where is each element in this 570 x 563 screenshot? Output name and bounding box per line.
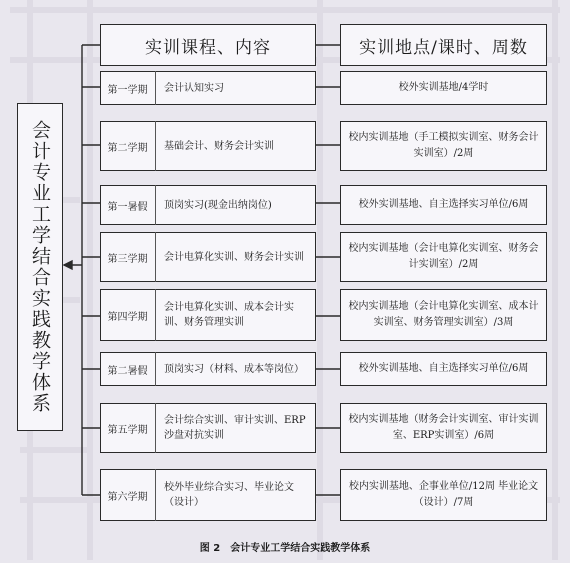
courses-header-label: 实训课程、内容 <box>145 37 271 58</box>
term-label: 第三学期 <box>100 232 156 282</box>
location-text: 校内实训基地（会计电算化实训室、成本计实训室、财务管理实训室）/3周 <box>348 301 539 328</box>
location-text: 校内实训基地（会计电算化实训室、财务会计实训室）/2周 <box>348 243 539 270</box>
term-label: 第一暑假 <box>100 185 156 225</box>
location-text: 校外实训基地/4学时 <box>398 82 489 93</box>
term-label: 第五学期 <box>100 403 156 453</box>
figure-caption: 图 2 会计专业工学结合实践教学体系 <box>199 543 371 554</box>
course-text: 校外毕业综合实习、毕业论文（设计） <box>164 482 294 508</box>
location-text: 校外实训基地、自主选择实习单位/6周 <box>358 199 529 210</box>
location-text: 校内实训基地、企事业单位/12周 毕业论文（设计）/7周 <box>348 481 539 508</box>
courses-header <box>100 24 316 66</box>
term-label: 第二暑假 <box>100 352 156 386</box>
course-text: 会计认知实习 <box>164 82 224 94</box>
system-title: 会计专业工学结合实践教学体系 <box>29 120 51 414</box>
term-label: 第一学期 <box>100 71 156 105</box>
location-text: 校内实训基地（手工模拟实训室、财务会计实训室）/2周 <box>348 132 539 159</box>
location-box <box>340 469 547 521</box>
term-label: 第六学期 <box>100 469 156 521</box>
course-text: 顶岗实习（材料、成本等岗位） <box>164 363 304 375</box>
location-text: 校内实训基地（财务会计实训室、审计实训室、ERP实训室）/6周 <box>348 414 539 441</box>
location-box <box>340 232 547 282</box>
location-box <box>340 121 547 171</box>
course-text: 会计综合实训、审计实训、ERP沙盘对抗实训 <box>164 415 306 441</box>
course-text: 顶岗实习(现金出纳岗位) <box>164 199 272 211</box>
locations-header-label: 实训地点/课时、周数 <box>359 37 528 58</box>
system-title-box <box>17 103 63 431</box>
term-label: 第四学期 <box>100 289 156 341</box>
location-box <box>340 352 547 386</box>
location-box <box>340 289 547 341</box>
term-label: 第二学期 <box>100 121 156 171</box>
location-box <box>340 71 547 105</box>
course-text: 会计电算化实训、成本会计实训、财务管理实训 <box>164 302 294 328</box>
location-box <box>340 185 547 225</box>
location-text: 校外实训基地、自主选择实习单位/6周 <box>358 363 529 374</box>
course-text: 基础会计、财务会计实训 <box>164 140 274 152</box>
locations-header <box>340 24 547 66</box>
course-text: 会计电算化实训、财务会计实训 <box>164 251 304 263</box>
location-box <box>340 403 547 453</box>
